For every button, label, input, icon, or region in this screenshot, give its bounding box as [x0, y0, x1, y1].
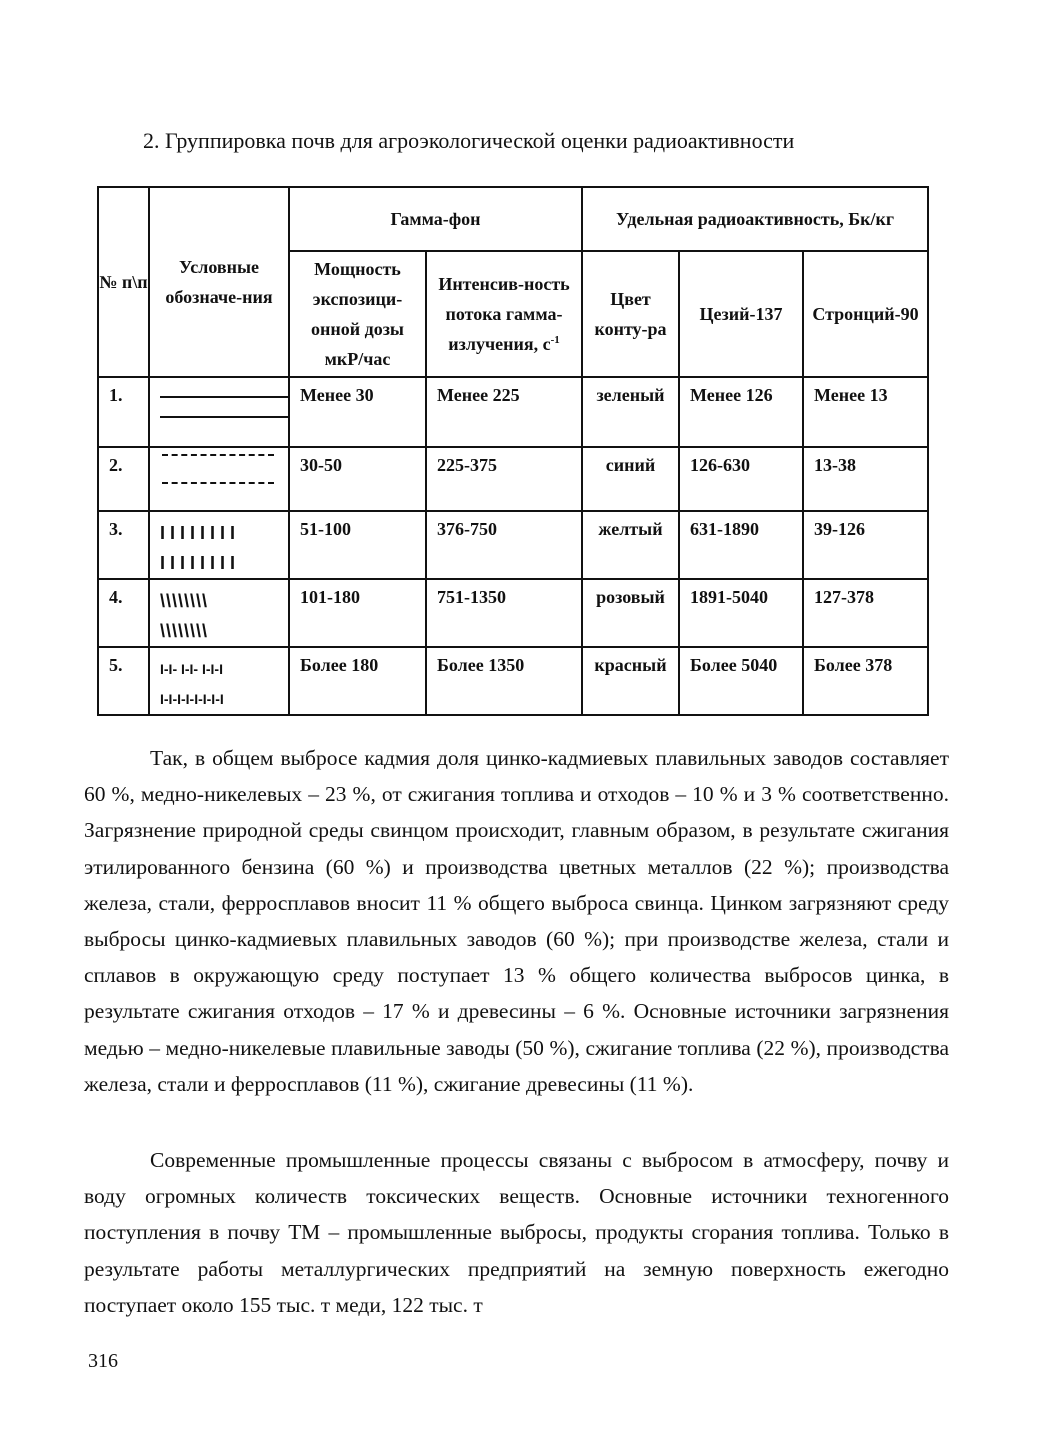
- symbol-line: IIIIIIII: [160, 553, 241, 573]
- symbol-dash-bars: [149, 647, 289, 715]
- cesium-cell: Более 5040: [679, 647, 803, 715]
- symbol-line: I-I-I-I-I-I-I-I: [160, 691, 224, 707]
- dose-cell: Менее 30: [289, 377, 426, 447]
- table-row: [98, 511, 928, 579]
- symbol-line: I-I- I-I- I-I-I: [160, 661, 223, 677]
- table-caption: 2. Группировка почв для агроэкологической оценки радиоактивности: [143, 128, 795, 153]
- intensity-cell: Менее 225: [426, 377, 582, 447]
- paragraph-industrial-processes: Современные промышленные процессы связаны с выбросом в атмосферу, почву и воду огромных количеств токсических веществ. Основные источники техногенного поступления в почву ТМ – промышленные выбросы, продукты сгорания топлива. Только в результате работы металлургических предприятий на земную поверхность ежегодно поступает около 155 тыс. т меди, 122 тыс. т: [84, 1148, 949, 1317]
- cesium-cell: 1891-5040: [679, 579, 803, 647]
- color-cell: желтый: [582, 511, 679, 579]
- color-cell: зеленый: [582, 377, 679, 447]
- table-row: [98, 647, 928, 715]
- cesium-cell: 126-630: [679, 447, 803, 511]
- intensity-cell: 376-750: [426, 511, 582, 579]
- symbol-line: \\\\\\\\: [160, 621, 209, 641]
- cesium-cell: 631-1890: [679, 511, 803, 579]
- symbol-vertical-strokes: [149, 511, 289, 579]
- header-intensity: [426, 251, 582, 377]
- intensity-cell: 751-1350: [426, 579, 582, 647]
- color-cell: синий: [582, 447, 679, 511]
- dose-cell: 30-50: [289, 447, 426, 511]
- header-dose-rate: Мощность экспозици-онной дозы мкР/час: [289, 251, 426, 377]
- color-cell: красный: [582, 647, 679, 715]
- table-row: [98, 579, 928, 647]
- paragraph-metal-emissions: Так, в общем выбросе кадмия доля цинко-кадмиевых плавильных заводов составляет 60 %, медно-никелевых – 23 %, от сжигания топлива и отходов – 10 % и 3 % соответственно. Загрязнение природной среды свинцом происходит, главным образом, в результате сжигания этилированного бензина (60 %) и производства цветных металлов (22 %); производства железа, стали, ферросплавов вносит 11 % общего выброса свинца. Цинком загрязняют среду выбросы цинко-кадмиевых плавильных заводов (60 %); при производстве железа, стали и сплавов в окружающую среду поступает 13 % общего количества выбросов цинка, в результате сжигания отходов – 17 % и древесины – 6 %. Основные источники загрязнения медью – медно-никелевые плавильные заводы (50 %), сжигание топлива (22 %), производства железа, стали и ферросплавов (11 %), сжигание древесины (11 %).: [84, 746, 949, 1096]
- dashed-line-icon: [162, 454, 274, 456]
- dose-cell: 101-180: [289, 579, 426, 647]
- header-contour-color: Цвет конту-ра: [582, 251, 679, 377]
- header-intensity-superscript: -1: [550, 334, 560, 346]
- symbol-backslashes: [149, 579, 289, 647]
- strontium-cell: Менее 13: [803, 377, 928, 447]
- row-num: 1.: [98, 377, 149, 447]
- strontium-cell: 13-38: [803, 447, 928, 511]
- cesium-cell: Менее 126: [679, 377, 803, 447]
- intensity-cell: Более 1350: [426, 647, 582, 715]
- table-row: [98, 377, 928, 447]
- header-intensity-text: Интенсив-ность потока гамма-излучения, с: [438, 274, 570, 354]
- header-num: № п\п: [98, 187, 149, 377]
- symbol-line: \\\\\\\\: [160, 591, 209, 611]
- dose-cell: 51-100: [289, 511, 426, 579]
- color-cell: розовый: [582, 579, 679, 647]
- header-cesium: Цезий-137: [679, 251, 803, 377]
- dashed-line-icon: [162, 482, 274, 484]
- header-gamma: Гамма-фон: [289, 187, 582, 251]
- row-num: 5.: [98, 647, 149, 715]
- header-specific-activity: Удельная радиоактивность, Бк/кг: [582, 187, 928, 251]
- soil-radioactivity-table: [97, 186, 929, 716]
- header-strontium: Стронций-90: [803, 251, 928, 377]
- strontium-cell: 39-126: [803, 511, 928, 579]
- page-number: 316: [88, 1350, 118, 1372]
- row-num: 4.: [98, 579, 149, 647]
- table-row: [98, 447, 928, 511]
- symbol-dashed-lines: [149, 447, 289, 511]
- intensity-cell: 225-375: [426, 447, 582, 511]
- strontium-cell: Более 378: [803, 647, 928, 715]
- symbol-line: IIIIIIII: [160, 523, 241, 543]
- dose-cell: Более 180: [289, 647, 426, 715]
- row-num: 2.: [98, 447, 149, 511]
- solid-line-icon: [160, 396, 288, 398]
- strontium-cell: 127-378: [803, 579, 928, 647]
- symbol-solid-lines: [149, 377, 289, 447]
- row-num: 3.: [98, 511, 149, 579]
- solid-line-icon: [160, 416, 288, 418]
- header-symbols: Условные обозначе-ния: [149, 187, 289, 377]
